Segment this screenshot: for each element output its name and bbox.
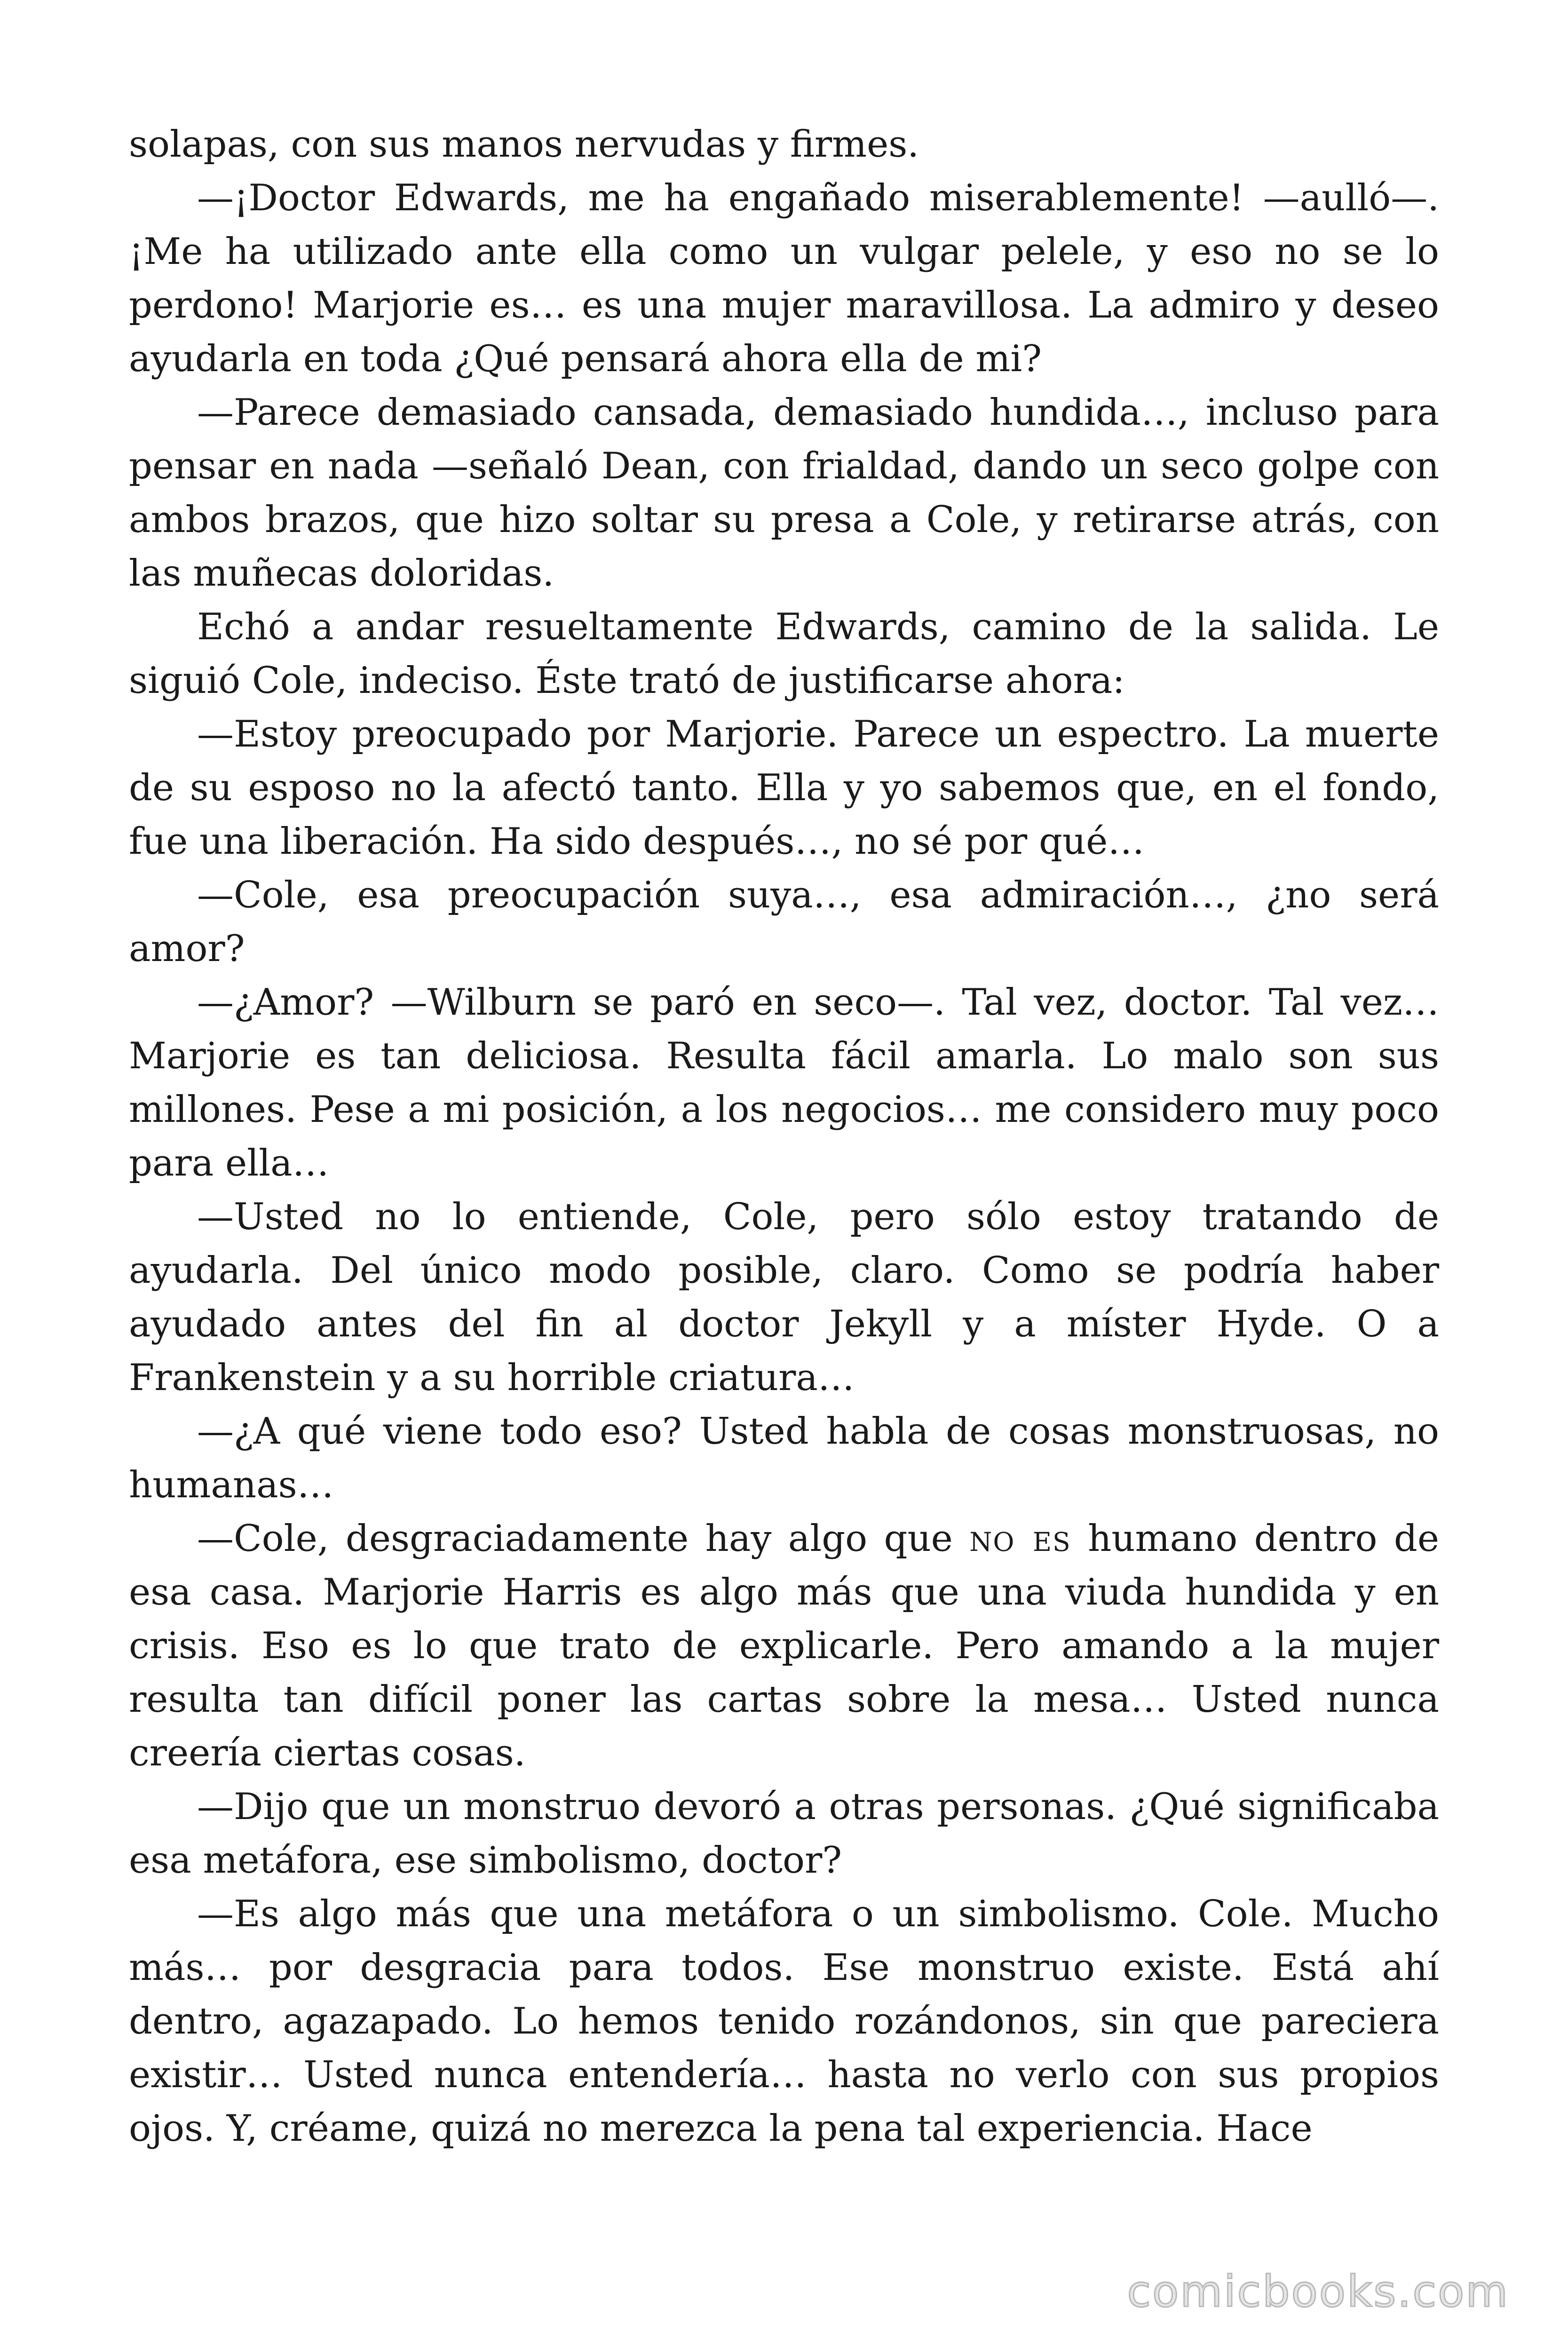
watermark-logo: comicbooks.com — [1127, 2266, 1509, 2317]
paragraph: —¿Amor? —Wilburn se paró en seco—. Tal vez, doctor. Tal vez… Marjorie es tan deliciosa. Resulta fácil amarla. Lo malo son sus millones. Pese a mi posición, a los negocios… me considero muy poco para ella… — [129, 981, 1439, 1184]
paragraph: Echó a andar resueltamente Edwards, camino de la salida. Le siguió Cole, indeciso. Éste trató de justificarse ahora: — [129, 606, 1439, 702]
paragraph-text: —Cole, desgraciadamente hay algo que — [197, 1518, 970, 1560]
paragraph: —Dijo que un monstruo devoró a otras personas. ¿Qué significaba esa metáfora, ese simbolismo, doctor? — [129, 1786, 1439, 1882]
paragraph-continuation: solapas, con sus manos nervudas y firmes. — [129, 123, 919, 166]
paragraph: —Es algo más que una metáfora o un simbolismo. Cole. Mucho más… por desgracia para todos. Ese monstruo existe. Está ahí dentro, agazapado. Lo hemos tenido rozándonos, sin que pareciera existir… Usted nunca entendería… hasta no verlo con sus propios ojos. Y, créame, quizá no merezca la pena tal experiencia. Hace — [129, 1893, 1439, 2150]
small-caps-emphasis: no es — [969, 1518, 1071, 1560]
book-page-body — [129, 118, 1439, 2155]
paragraph-with-emphasis — [129, 1512, 1439, 1780]
paragraph: —¿A qué viene todo eso? Usted habla de cosas monstruosas, no humanas… — [129, 1410, 1439, 1506]
paragraph: —¡Doctor Edwards, me ha engañado miserablemente! —aulló—. ¡Me ha utilizado ante ella como un vulgar pelele, y eso no se lo perdono! Marjorie es… es una mujer maravillosa. La admiro y deseo ayudarla en toda ¿Qué pensará ahora ella de mi? — [129, 177, 1439, 380]
paragraph: —Cole, esa preocupación suya…, esa admiración…, ¿no será amor? — [129, 874, 1439, 970]
paragraph: —Estoy preocupado por Marjorie. Parece un espectro. La muerte de su esposo no la afectó tanto. Ella y yo sabemos que, en el fondo, fue una liberación. Ha sido después…, no sé por qué… — [129, 713, 1439, 863]
paragraph-text: humano dentro de esa casa. Marjorie Harris es algo más que una viuda hundida y en crisis. Eso es lo que trato de explicarle. Pero amando a la mujer resulta tan difícil poner las cartas sobre la mesa… Usted nunca creería ciertas cosas. — [129, 1518, 1440, 1774]
paragraph: —Parece demasiado cansada, demasiado hundida…, incluso para pensar en nada —señaló Dean, con frialdad, dando un seco golpe con ambos brazos, que hizo soltar su presa a Cole, y retirarse atrás, con las muñecas doloridas. — [129, 391, 1439, 595]
paragraph: —Usted no lo entiende, Cole, pero sólo estoy tratando de ayudarla. Del único modo posible, claro. Como se podría haber ayudado antes del fin al doctor Jekyll y a míster Hyde. O a Frankenstein y a su horrible criatura… — [129, 1196, 1439, 1399]
